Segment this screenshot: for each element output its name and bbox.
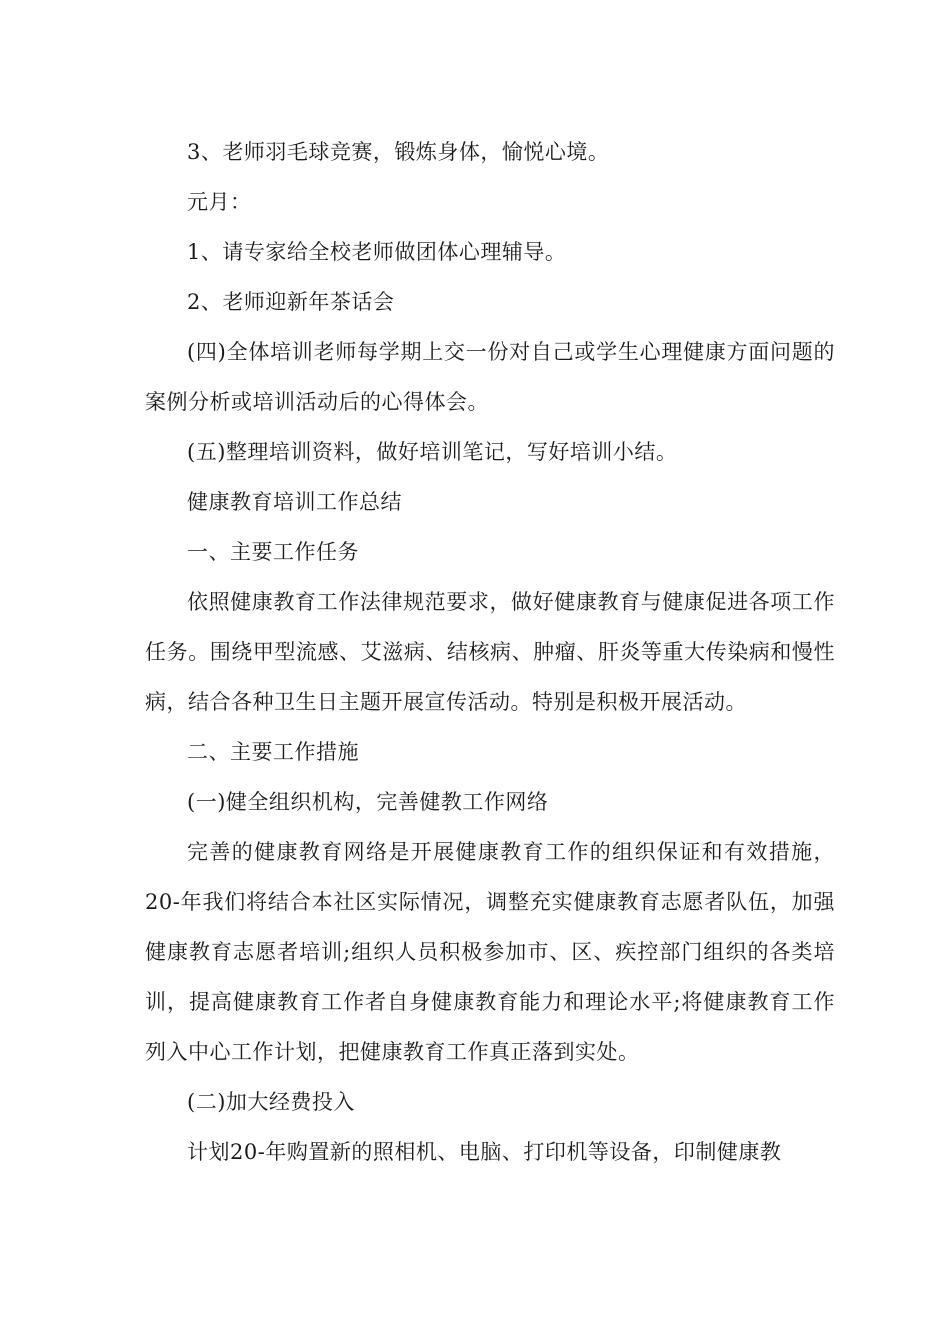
- paragraph-case-analysis: (四)全体培训老师每学期上交一份对自己或学生心理健康方面问题的案例分析或培训活动后的心得体会。: [145, 340, 835, 414]
- paragraph-new-year-tea-party: 2、老师迎新年茶话会: [187, 290, 395, 314]
- paragraph-main-tasks: 依照健康教育工作法律规范要求，做好健康教育与健康促进各项工作任务。围绕甲型流感、艾滋病、结核病、肿瘤、肝炎等重大传染病和慢性病，结合各种卫生日主题开展宣传活动。特别是积极开展活动。: [145, 590, 835, 714]
- heading-main-measures: 二、主要工作措施: [187, 740, 359, 764]
- document-body: [145, 127, 835, 1177]
- paragraph-badminton: 3、老师羽毛球竞赛，锻炼身体，愉悦心境。: [187, 140, 610, 164]
- section-title-summary: 健康教育培训工作总结: [187, 490, 402, 514]
- subheading-organization: (一)健全组织机构，完善健教工作网络: [187, 790, 549, 814]
- paragraph-equipment: 计划20-年购置新的照相机、电脑、打印机等设备，印制健康教: [187, 1140, 782, 1164]
- paragraph-network: 完善的健康教育网络是开展健康教育工作的组织保证和有效措施，20-年我们将结合本社区实际情况，调整充实健康教育志愿者队伍，加强健康教育志愿者培训;组织人员积极参加市、区、疾控部门组织的各类培训，提高健康教育工作者自身健康教育能力和理论水平;将健康教育工作列入中心工作计划，把健康教育工作真正落到实处。: [145, 840, 835, 1064]
- subheading-funding: (二)加大经费投入: [187, 1090, 355, 1114]
- paragraph-organize-materials: (五)整理培训资料，做好培训笔记，写好培训小结。: [187, 440, 678, 464]
- paragraph-january-heading: 元月：: [187, 190, 252, 214]
- paragraph-expert-counseling: 1、请专家给全校老师做团体心理辅导。: [187, 240, 567, 264]
- heading-main-tasks: 一、主要工作任务: [187, 540, 359, 564]
